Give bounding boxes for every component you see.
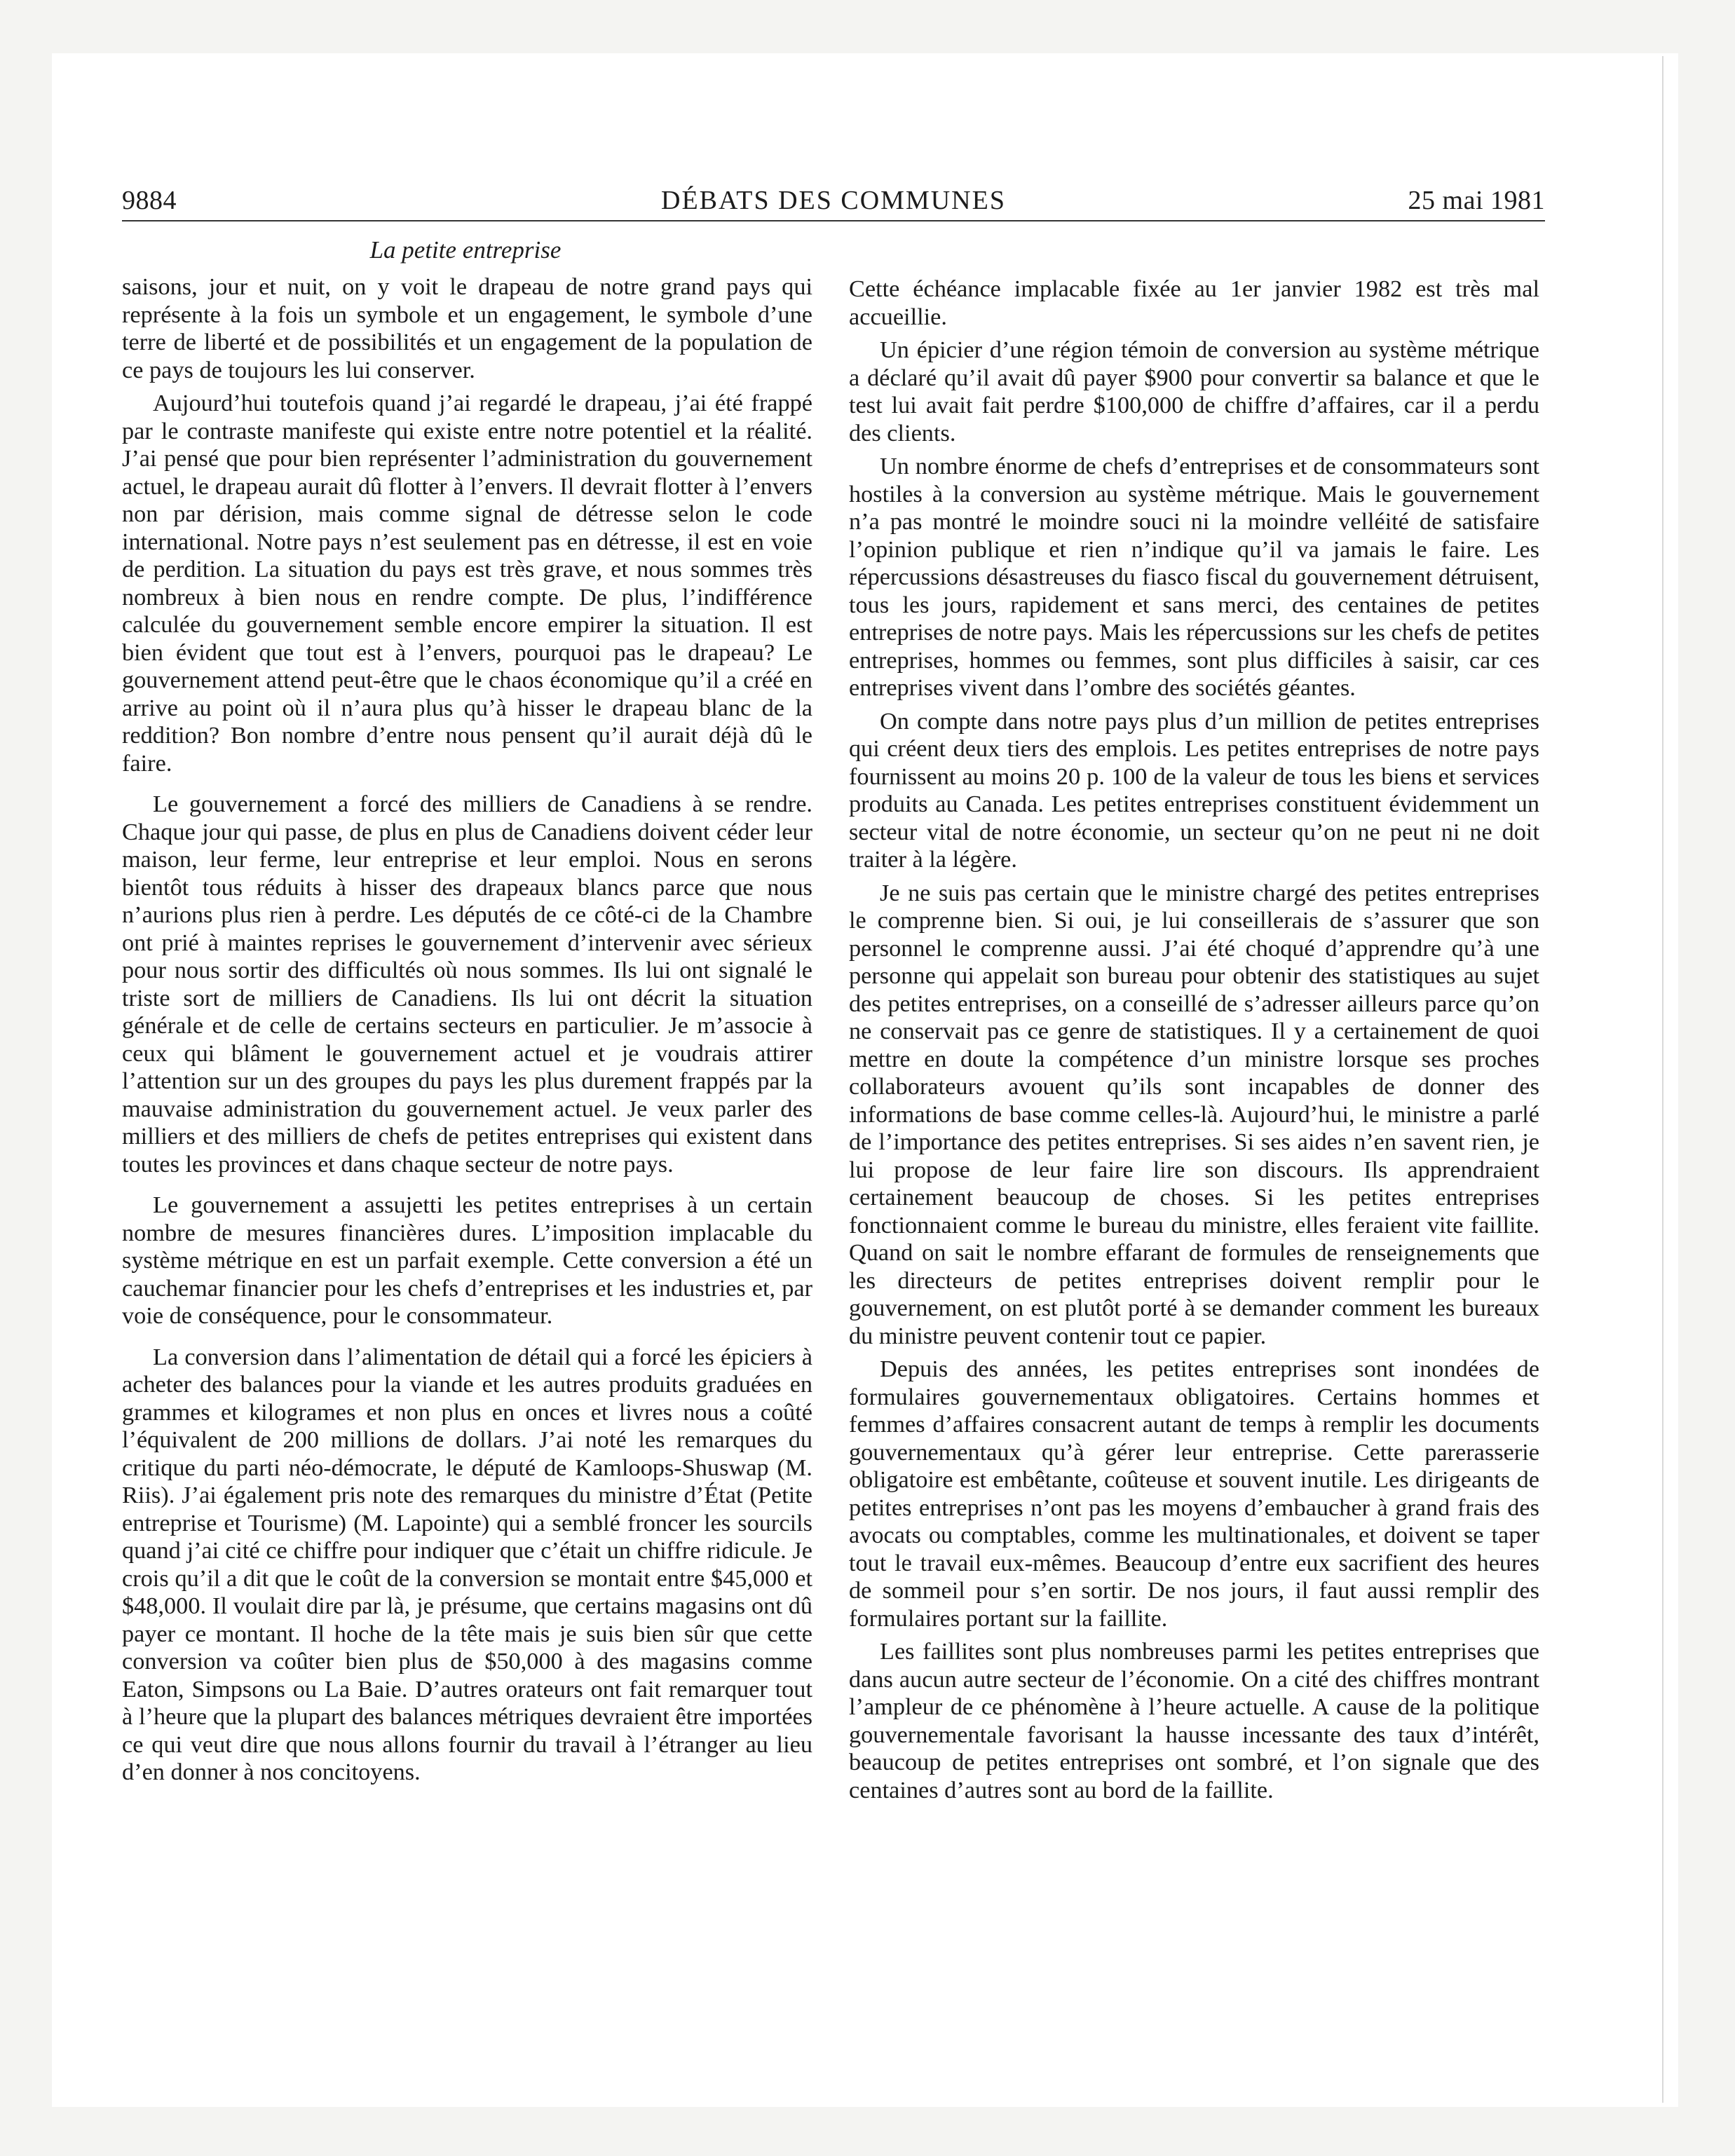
paragraph: Un épicier d’une région témoin de conversion au système métrique a déclaré qu’il avait dû payer $900 pour convertir sa balance et que le test lui avait fait perdre $100,000 de chiffre d’affaires, car il a perdu des clients. (849, 336, 1539, 446)
section-title: La petite entreprise (369, 236, 562, 264)
publication-title: DÉBATS DES COMMUNES (661, 186, 1006, 215)
paragraph: Un nombre énorme de chefs d’entreprises et de consommateurs sont hostiles à la conversion au système métrique. Mais le gouvernement n’a pas montré le moindre souci ni la moindre velléité de satisfaire l’opinion publique et rien n’indique qu’il va jamais le faire. Les répercussions désastreuses du fiasco fiscal du gouvernement détruisent, tous les jours, rapidement et sans merci, des centaines de petites entreprises de notre pays. Mais les répercussions sur les chefs de petites entreprises, hommes ou femmes, sont plus difficiles à saisir, car ces entreprises vivent dans l’ombre des sociétés géantes. (849, 453, 1539, 701)
paragraph: saisons, jour et nuit, on y voit le drapeau de notre grand pays qui représente à la fois un symbole et un engagement, le symbole d’une terre de liberté et de possibilités et un engagement de la population de ce pays de toujours les lui conserver. (122, 273, 812, 383)
right-column (849, 275, 1539, 1810)
paragraph: Aujourd’hui toutefois quand j’ai regardé le drapeau, j’ai été frappé par le contraste manifeste qui existe entre notre potentiel et la réalité. J’ai pensé que pour bien représenter l’administration du gouvernement actuel, le drapeau aurait dû flotter à l’envers. Il devrait flotter à l’envers non par dérision, mais comme signal de détresse selon le code international. Notre pays n’est seulement pas en détresse, il est en voie de perdition. La situation du pays est très grave, et nous sommes très nombreux à bien nous en rendre compte. De plus, l’indifférence calculée du gouvernement semble encore empirer la situation. Il est bien évident que tout est à l’envers, pourquoi pas le drapeau? Le gouvernement attend peut-être que le chaos économique qu’il a créé en arrive au point où il n’aura plus qu’à hisser le drapeau blanc de la reddition? Bon nombre d’entre nous pensent qu’il aurait déjà dû le faire. (122, 390, 812, 777)
paragraph: Je ne suis pas certain que le ministre chargé des petites entreprises le comprenne bien. Si oui, je lui conseillerais de s’assurer que son personnel le comprenne aussi. J’ai été choqué d’apprendre qu’à une personne qui appelait son bureau pour obtenir des statistiques au sujet des petites entreprises, on a conseillé de s’adresser ailleurs parce qu’on ne conservait pas ce genre de statistiques. Il y a certainement de quoi mettre en doute la compétence d’un ministre lorsque ses proches collaborateurs avouent qu’ils sont incapables de donner des informations de base comme celles-là. Aujourd’hui, le ministre a parlé de l’importance des petites entreprises. Si ses aides n’en savent rien, je lui propose de leur faire lire son discours. Ils apprendraient certainement beaucoup de choses. Si les petites entreprises fonctionnaient comme le bureau du ministre, elles feraient vite faillite. Quand on sait le nombre effarant de formules de renseignements que les directeurs de petites entreprises doivent remplir pour le gouvernement, on est plutôt porté à se demander comment les bureaux du ministre peuvent contenir tout ce papier. (849, 879, 1539, 1349)
paragraph: On compte dans notre pays plus d’un million de petites entreprises qui créent deux tiers des emplois. Les petites entreprises de notre pays fournissent au moins 20 p. 100 de la valeur de tous les biens et services produits au Canada. Les petites entreprises constituent évidemment un secteur vital de notre économie, un secteur qu’on ne peut ni ne doit traiter à la légère. (849, 707, 1539, 873)
page-header (122, 184, 1545, 221)
paragraph: Les faillites sont plus nombreuses parmi les petites entreprises que dans aucun autre secteur de l’économie. On a cité des chiffres montrant l’ampleur de ce phénomène à l’heure actuelle. A cause de la politique gouvernementale favorisant la hausse incessante des taux d’intérêt, beaucoup de petites entreprises ont sombré, et l’on signale que des centaines d’autres sont au bord de la faillite. (849, 1638, 1539, 1803)
scan-edge-divider (1662, 56, 1663, 2103)
paragraph: La conversion dans l’alimentation de détail qui a forcé les épiciers à acheter des balances pour la viande et les autres produits graduées en grammes et kilogrames et non plus en onces et livres nous a coûté l’équivalent de 200 millions de dollars. J’ai noté les remarques du critique du parti néo-démocrate, le député de Kamloops-Shuswap (M. Riis). J’ai également pris note des remarques du ministre d’État (Petite entreprise et Tourisme) (M. Lapointe) qui a semblé froncer les sourcils quand j’ai cité ce chiffre pour indiquer que c’était un chiffre ridicule. Je crois qu’il a dit que le coût de la conversion se montait entre $45,000 et $48,000. Il voulait dire par là, je présume, que certains magasins ont dû payer ce montant. Il hoche de la tête mais je suis bien sûr que cette conversion va coûter bien plus de $50,000 à des magasins comme Eaton, Simpsons ou La Baie. D’autres orateurs ont fait remarquer tout à l’heure que la plupart des balances métriques devraient être importées ce qui veut dire que nous allons fournir du travail à l’étranger au lieu d’en donner à nos concitoyens. (122, 1343, 812, 1785)
paragraph: Cette échéance implacable fixée au 1er janvier 1982 est très mal accueillie. (849, 275, 1539, 330)
page-date: 25 mai 1981 (1408, 186, 1545, 215)
page-number: 9884 (122, 186, 177, 215)
paragraph: Le gouvernement a forcé des milliers de Canadiens à se rendre. Chaque jour qui passe, de plus en plus de Canadiens doivent céder leur maison, leur ferme, leur entreprise et leur emploi. Nous en serons bientôt tous réduits à hisser des drapeaux blancs parce que nous n’aurions plus rien à perdre. Les députés de ce côté-ci de la Chambre ont prié à maintes reprises le gouvernement d’intervenir avec sérieux pour nous sortir des difficultés où nous sommes. Ils lui ont signalé le triste sort de milliers de Canadiens. Ils lui ont décrit la situation générale et de celle de certains secteurs en particulier. Je m’associe à ceux qui blâment le gouvernement actuel et je voudrais attirer l’attention sur un des groupes du pays les plus durement frappés par la mauvaise administration du gouvernement actuel. Je veux parler des milliers et des milliers de chefs de petites entreprises qui existent dans toutes les provinces et dans chaque secteur de notre pays. (122, 791, 812, 1178)
paragraph: Depuis des années, les petites entreprises sont inondées de formulaires gouvernementaux obligatoires. Certains hommes et femmes d’affaires consacrent autant de temps à remplir les documents gouvernementaux qu’à gérer leur entreprise. Cette parerasserie obligatoire est embêtante, coûteuse et souvent inutile. Les dirigeants de petites entreprises n’ont pas les moyens d’embaucher à grand frais des avocats ou comptables, comme les multinationales, et doivent se taper tout le travail eux-mêmes. Beaucoup d’entre eux sacrifient des heures de sommeil pour s’en sortir. De nos jours, il faut aussi remplir des formulaires portant sur la faillite. (849, 1356, 1539, 1632)
left-column (122, 273, 812, 1800)
paragraph: Le gouvernement a assujetti les petites entreprises à un certain nombre de mesures financières dures. L’imposition implacable du système métrique en est un parfait exemple. Cette conversion a été un cauchemar financier pour les chefs d’entreprises et les industries et, par voie de conséquence, pour le consommateur. (122, 1192, 812, 1329)
